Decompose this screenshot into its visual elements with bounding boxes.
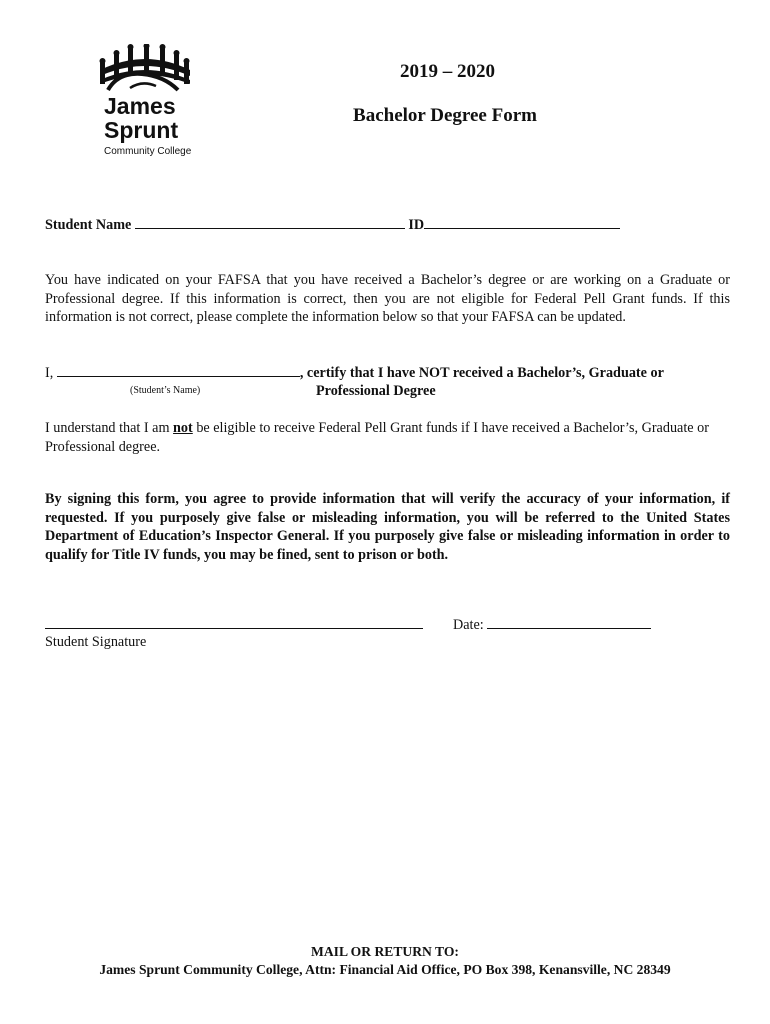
student-signature-field[interactable] (45, 628, 423, 629)
page-title: Bachelor Degree Form (353, 105, 537, 126)
date-field[interactable] (487, 616, 651, 629)
student-id-field[interactable] (424, 216, 620, 229)
date-row (453, 616, 651, 634)
cert-statement-line2: Professional Degree (316, 383, 436, 399)
mail-return-heading: MAIL OR RETURN TO: (311, 944, 459, 959)
logo-line1: James (104, 93, 176, 119)
understanding-after: be eligible to receive Federal Pell Grant funds if I have received a Bachelor’s, Graduate or Professional degree. (45, 420, 709, 455)
form-year: 2019 – 2020 (400, 61, 495, 82)
bridge-logo-icon (98, 44, 192, 159)
cert-name-caption: (Student’s Name) (130, 385, 201, 396)
understanding-emphasis: not (173, 420, 193, 436)
certification-row (45, 364, 664, 382)
student-signature-label: Student Signature (45, 634, 147, 650)
college-logo (98, 44, 192, 159)
intro-paragraph: You have indicated on your FAFSA that you have received a Bachelor’s degree or are working on a Graduate or Professional degree. If this information is correct, then you are not eligible for Federal Pell Grant funds. If this information is not correct, please complete the information below so that your FAFSA can be updated. (45, 272, 730, 325)
date-label: Date: (453, 617, 484, 633)
cert-statement-line1: , certify that I have NOT received a Bachelor’s, Graduate or (299, 365, 664, 381)
warning-paragraph: By signing this form, you agree to provide information that will verify the accuracy of your information, if requested. If you purposely give false or misleading information, you will be referred to the United States Department of Education’s Inspector General. If you purposely give false or misleading information in order to qualify for Title IV funds, you may be fined, sent to prison or both. (45, 491, 730, 563)
student-info-row (45, 216, 620, 234)
understanding-paragraph (45, 419, 730, 456)
logo-line2: Sprunt (104, 117, 179, 143)
cert-student-name-field[interactable] (57, 364, 300, 377)
cert-prefix: I, (45, 365, 54, 381)
understanding-before: I understand that I am (45, 420, 174, 436)
student-id-label: ID (408, 217, 425, 233)
logo-line3: Community College (104, 146, 192, 157)
mailing-address: James Sprunt Community College, Attn: Financial Aid Office, PO Box 398, Kenansville, NC 28349 (99, 962, 671, 977)
student-name-label: Student Name (45, 217, 132, 233)
student-name-field[interactable] (135, 216, 405, 229)
